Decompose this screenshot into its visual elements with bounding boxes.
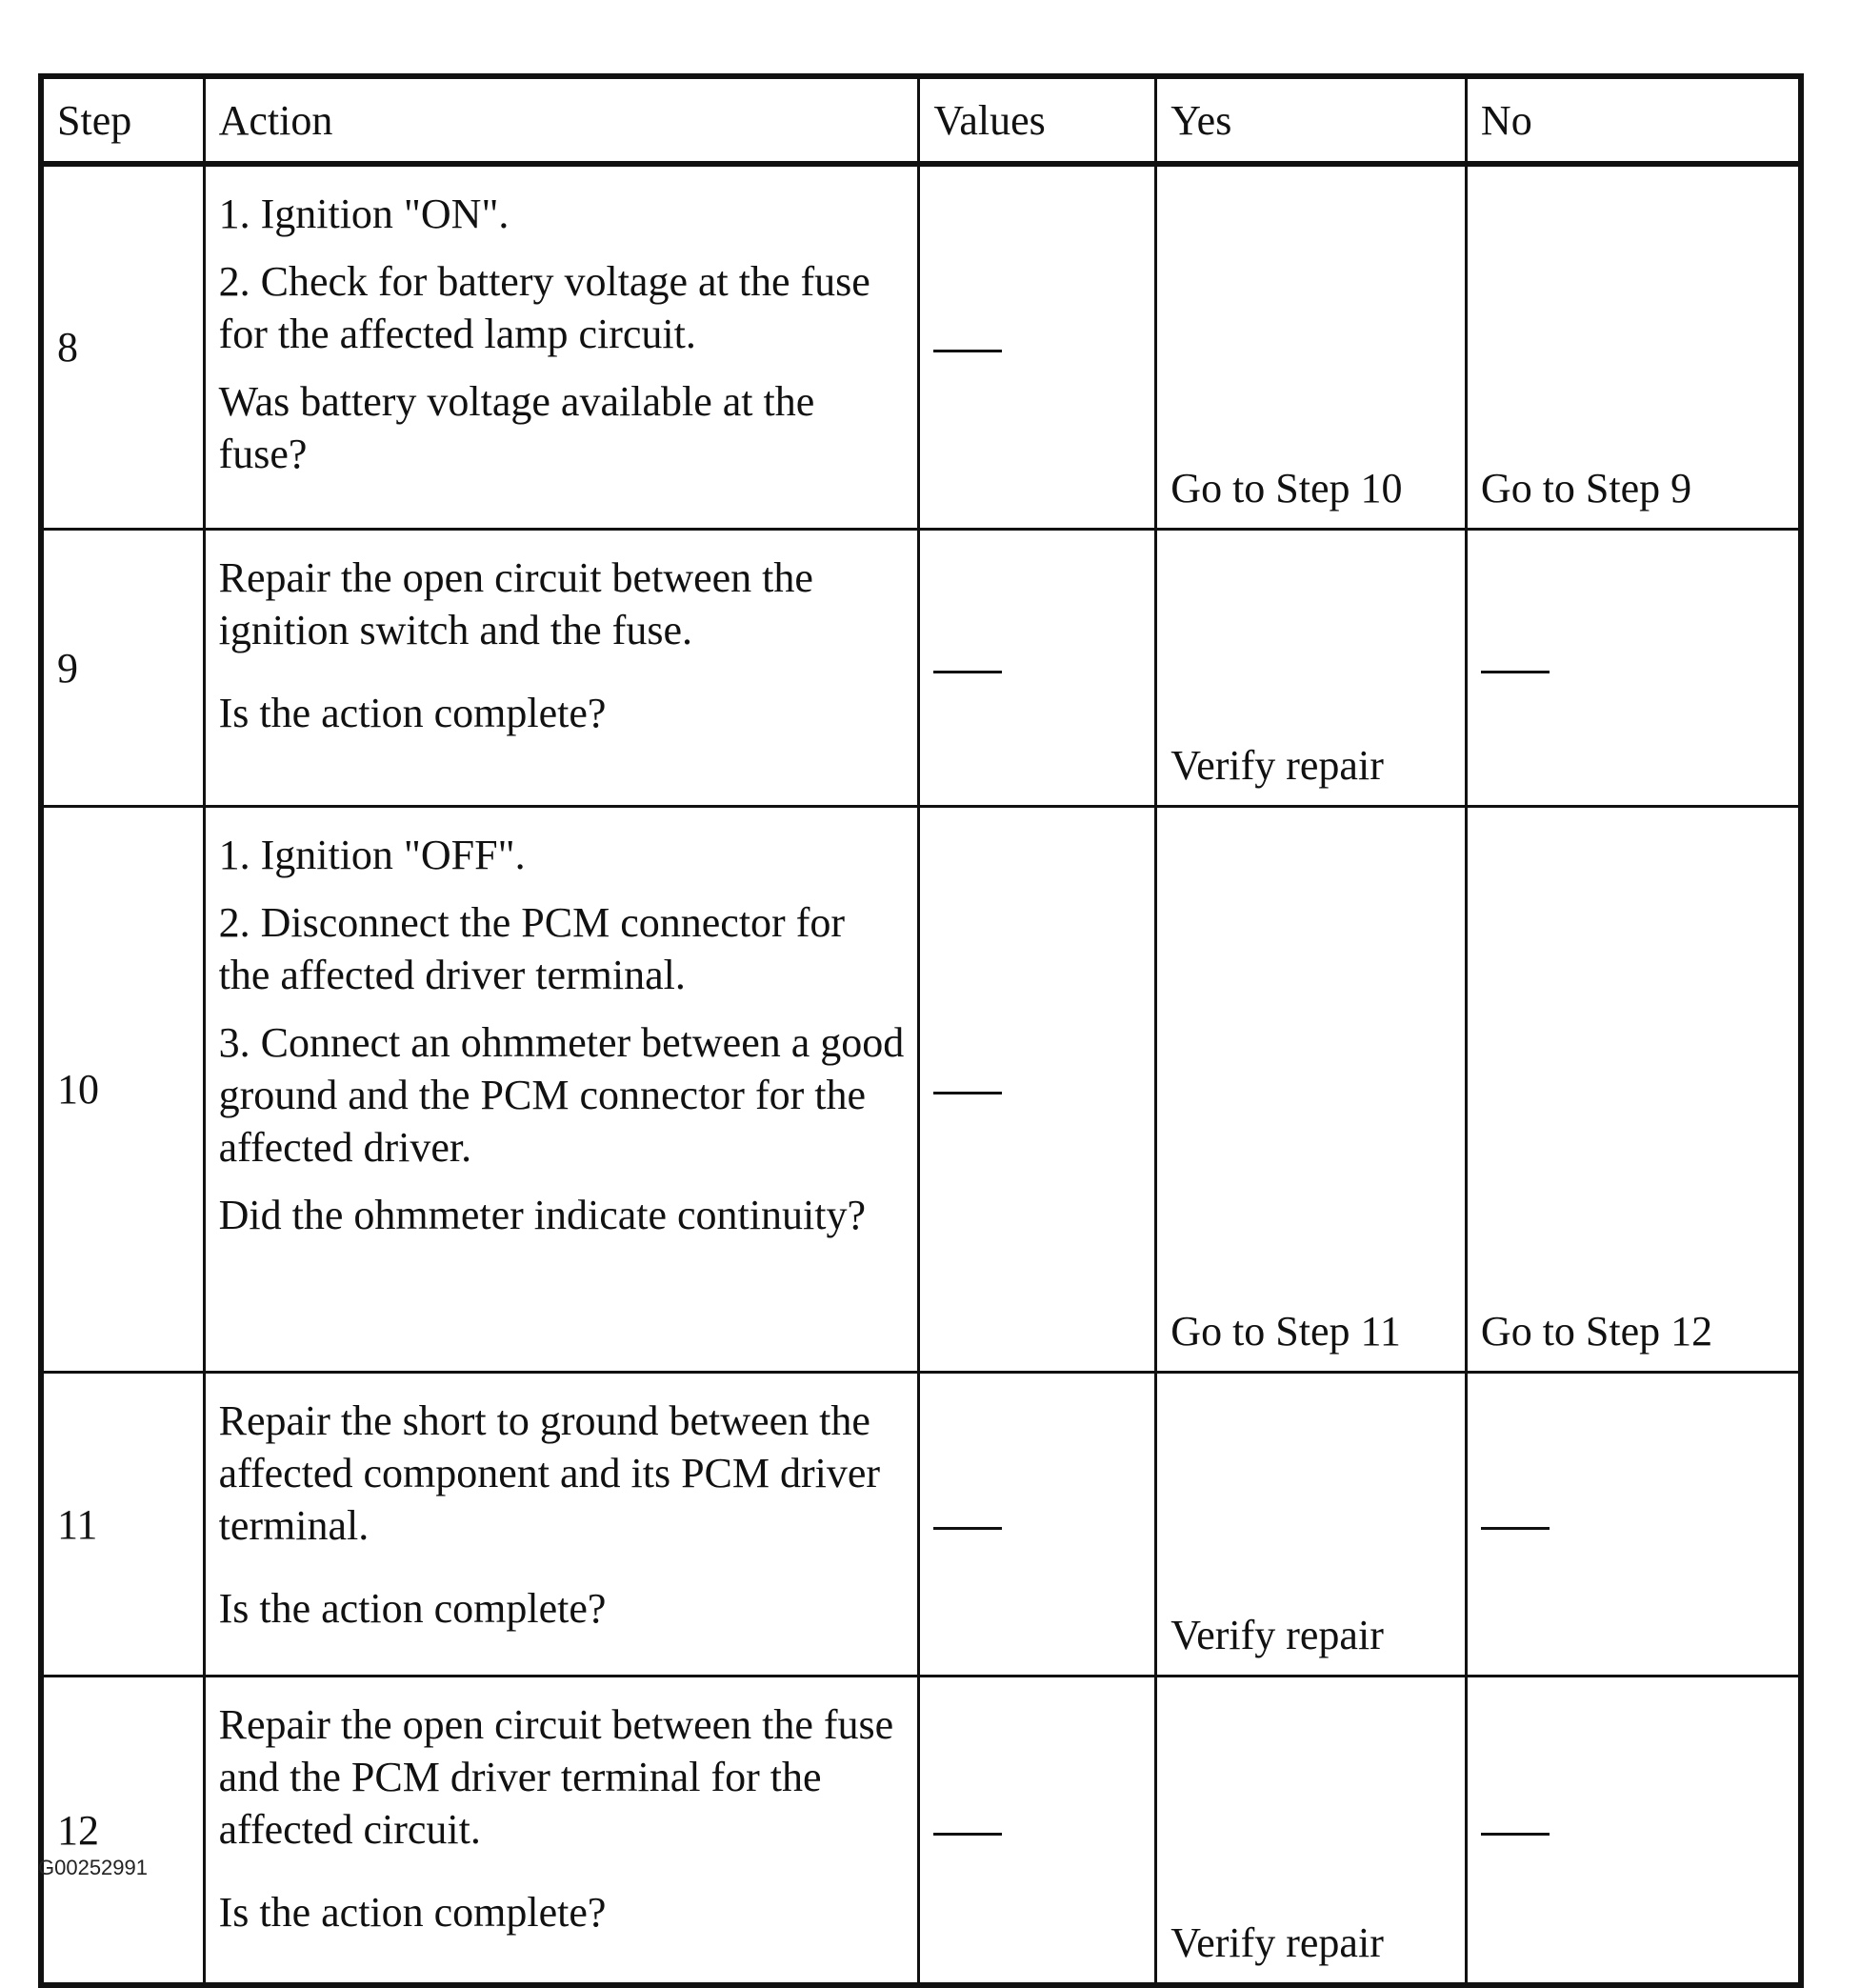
empty-value-dash bbox=[933, 671, 1002, 673]
yes-cell: Go to Step 11 bbox=[1156, 807, 1467, 1373]
step-number: 11 bbox=[41, 1373, 204, 1677]
table-row bbox=[41, 164, 1801, 530]
no-cell bbox=[1466, 1373, 1801, 1677]
step-number: 8 bbox=[41, 164, 204, 530]
header-step: Step bbox=[41, 76, 204, 164]
empty-value-dash bbox=[933, 1092, 1002, 1094]
action-cell bbox=[204, 1677, 919, 1986]
step-number: 12 bbox=[41, 1677, 204, 1986]
header-values: Values bbox=[919, 76, 1156, 164]
diagnostic-table bbox=[38, 73, 1804, 1988]
table-row bbox=[41, 1373, 1801, 1677]
no-cell bbox=[1466, 530, 1801, 807]
values-cell bbox=[919, 1373, 1156, 1677]
action-question: Did the ohmmeter indicate continuity? bbox=[218, 1192, 866, 1238]
table-row bbox=[41, 1677, 1801, 1986]
empty-value-dash bbox=[933, 1833, 1002, 1836]
yes-cell: Verify repair bbox=[1156, 1677, 1467, 1986]
header-no: No bbox=[1466, 76, 1801, 164]
empty-value-dash bbox=[933, 1527, 1002, 1530]
action-line: 2. Disconnect the PCM connector for the affected driver terminal. bbox=[218, 899, 846, 998]
no-cell: Go to Step 12 bbox=[1466, 807, 1801, 1373]
values-cell bbox=[919, 1677, 1156, 1986]
action-line: 1. Ignition "OFF". bbox=[218, 832, 526, 878]
no-cell bbox=[1466, 1677, 1801, 1986]
no-cell: Go to Step 9 bbox=[1466, 164, 1801, 530]
values-cell bbox=[919, 530, 1156, 807]
table-row bbox=[41, 807, 1801, 1373]
header-action: Action bbox=[204, 76, 919, 164]
action-line: Repair the open circuit between the ignition switch and the fuse. bbox=[218, 554, 813, 653]
action-line: 1. Ignition "ON". bbox=[218, 191, 510, 237]
yes-cell: Verify repair bbox=[1156, 530, 1467, 807]
step-number: 10 bbox=[41, 807, 204, 1373]
action-cell bbox=[204, 1373, 919, 1677]
action-cell bbox=[204, 530, 919, 807]
step-number: 9 bbox=[41, 530, 204, 807]
header-row bbox=[41, 76, 1801, 164]
action-line: 3. Connect an ohmmeter between a good ground and the PCM connector for the affected driver. bbox=[218, 1019, 905, 1171]
action-question: Was battery voltage available at the fuse? bbox=[218, 378, 815, 477]
yes-cell: Verify repair bbox=[1156, 1373, 1467, 1677]
empty-value-dash bbox=[1481, 1527, 1550, 1530]
header-yes: Yes bbox=[1156, 76, 1467, 164]
table-row bbox=[41, 530, 1801, 807]
empty-value-dash bbox=[933, 350, 1002, 352]
figure-id: G00252991 bbox=[38, 1856, 148, 1879]
yes-cell: Go to Step 10 bbox=[1156, 164, 1467, 530]
action-line: Repair the open circuit between the fuse and the PCM driver terminal for the affected circuit. bbox=[218, 1701, 894, 1853]
action-question: Is the action complete? bbox=[218, 1585, 607, 1632]
action-cell bbox=[204, 164, 919, 530]
action-cell bbox=[204, 807, 919, 1373]
empty-value-dash bbox=[1481, 671, 1550, 673]
values-cell bbox=[919, 164, 1156, 530]
action-question: Is the action complete? bbox=[218, 1889, 607, 1936]
action-question: Is the action complete? bbox=[218, 690, 607, 736]
values-cell bbox=[919, 807, 1156, 1373]
action-line: Repair the short to ground between the affected component and its PCM driver terminal. bbox=[218, 1397, 881, 1549]
empty-value-dash bbox=[1481, 1833, 1550, 1836]
action-line: 2. Check for battery voltage at the fuse for the affected lamp circuit. bbox=[218, 258, 870, 357]
